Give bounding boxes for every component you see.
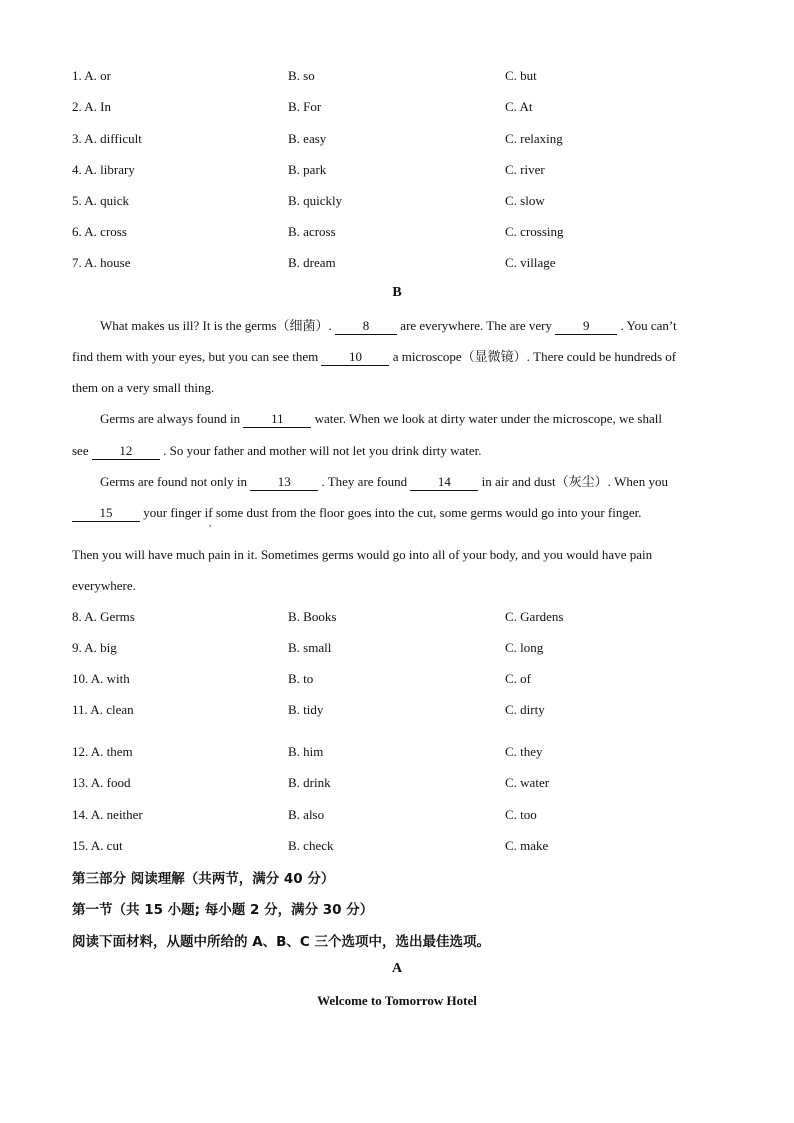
passage-line-5 (72, 441, 722, 461)
option-a: 9. A. big (72, 640, 117, 655)
passage-text: your finger (140, 505, 202, 520)
blank-14: 14 (410, 474, 478, 491)
blank-8: 8 (335, 318, 397, 335)
option-row-3 (72, 129, 752, 149)
option-row-7 (72, 253, 752, 273)
option-a: 5. A. quick (72, 193, 130, 208)
passage-text: . So your father and mother will not let you drink dirty water. (159, 443, 482, 458)
option-c: C. slow (505, 193, 545, 208)
passage-line-2 (72, 347, 722, 367)
option-row-12 (72, 742, 752, 762)
option-row-15 (72, 836, 752, 856)
option-b: B. park (288, 162, 327, 177)
option-a: 2. A. In (72, 99, 111, 114)
blank-9: 9 (555, 318, 617, 335)
option-c: C. Gardens (505, 609, 564, 624)
passage-line-6 (100, 472, 750, 492)
section1-heading: 第一节（共 15 小题; 每小题 2 分，满分 30 分） (72, 902, 374, 918)
option-c: C. village (505, 255, 556, 270)
passage-text: if some dust from the floor goes into the cut, some germs would go into your finger. (201, 505, 642, 520)
option-a: 1. A. or (72, 68, 111, 83)
option-c: C. but (505, 68, 537, 83)
passage-text: a microscope（显微镜）. There could be hundreds of (389, 349, 677, 364)
hotel-passage-title: Welcome to Tomorrow Hotel (317, 993, 477, 1008)
option-a: 15. A. cut (72, 838, 123, 853)
option-c: C. At (505, 99, 533, 114)
option-c: C. river (505, 162, 545, 177)
stray-comma-mark: , (209, 518, 212, 528)
passage-text: water. When we look at dirty water under the microscope, we shall (311, 411, 662, 426)
option-row-2 (72, 97, 752, 117)
option-row-9 (72, 638, 752, 658)
option-c: C. make (505, 838, 549, 853)
option-a: 13. A. food (72, 775, 131, 790)
option-b: B. easy (288, 131, 327, 146)
passage-line-9: everywhere. (72, 578, 136, 593)
option-row-10 (72, 669, 752, 689)
option-b: B. quickly (288, 193, 343, 208)
option-a: 8. A. Germs (72, 609, 135, 624)
passage-text: see (72, 443, 92, 458)
option-a: 3. A. difficult (72, 131, 142, 146)
blank-11: 11 (243, 411, 311, 428)
option-b: B. tidy (288, 702, 324, 717)
option-c: C. dirty (505, 702, 545, 717)
passage-text: . You can’t (617, 318, 677, 333)
passage-text: Germs are always found in (100, 411, 244, 426)
blank-15: 15 (72, 505, 140, 522)
option-c: C. they (505, 744, 543, 759)
passage-text: in air and dust（灰尘）. When you (478, 474, 668, 489)
option-c: C. water (505, 775, 550, 790)
option-c: C. relaxing (505, 131, 563, 146)
option-a: 11. A. clean (72, 702, 134, 717)
part3-heading: 第三部分 阅读理解（共两节，满分 40 分） (72, 871, 335, 887)
passage-text: Germs are found not only in (100, 474, 251, 489)
option-row-1 (72, 66, 752, 86)
reading-instruction: 阅读下面材料，从题中所给的 A、B、C 三个选项中，选出最佳选项。 (72, 934, 491, 950)
passage-text: What makes us ill? It is the germs（细菌）. (100, 318, 336, 333)
option-b: B. across (288, 224, 336, 239)
option-b: B. so (288, 68, 315, 83)
option-row-4 (72, 160, 752, 180)
blank-13: 13 (250, 474, 318, 491)
option-a: 10. A. with (72, 671, 130, 686)
option-row-5 (72, 191, 752, 211)
option-c: C. of (505, 671, 531, 686)
passage-line-4 (100, 409, 750, 429)
option-b: B. For (288, 99, 322, 114)
section-a-title: A (391, 961, 403, 976)
option-a: 14. A. neither (72, 807, 143, 822)
option-b: B. small (288, 640, 332, 655)
option-b: B. check (288, 838, 334, 853)
option-c: C. long (505, 640, 544, 655)
blank-12: 12 (92, 443, 160, 460)
passage-line-8: Then you will have much pain in it. Sometimes germs would go into all of your body, and you would have pain (72, 547, 653, 562)
option-c: C. crossing (505, 224, 564, 239)
passage-line-7 (72, 503, 722, 523)
option-b: B. drink (288, 775, 331, 790)
option-b: B. to (288, 671, 314, 686)
passage-line-3: them on a very small thing. (72, 380, 215, 395)
passage-text: find them with your eyes, but you can see them (72, 349, 322, 364)
option-row-11 (72, 700, 752, 720)
option-b: B. also (288, 807, 325, 822)
section-b-title: B (392, 285, 402, 300)
option-row-14 (72, 805, 752, 825)
option-b: B. Books (288, 609, 337, 624)
option-row-8 (72, 607, 752, 627)
option-a: 6. A. cross (72, 224, 127, 239)
option-b: B. dream (288, 255, 336, 270)
passage-line-1 (100, 316, 750, 336)
blank-10: 10 (321, 349, 389, 366)
option-a: 7. A. house (72, 255, 131, 270)
passage-text: . They are found (318, 474, 411, 489)
passage-text: are everywhere. The are very (397, 318, 556, 333)
option-c: C. too (505, 807, 537, 822)
option-row-6 (72, 222, 752, 242)
option-row-13 (72, 773, 752, 793)
option-a: 4. A. library (72, 162, 135, 177)
option-a: 12. A. them (72, 744, 133, 759)
option-b: B. him (288, 744, 324, 759)
